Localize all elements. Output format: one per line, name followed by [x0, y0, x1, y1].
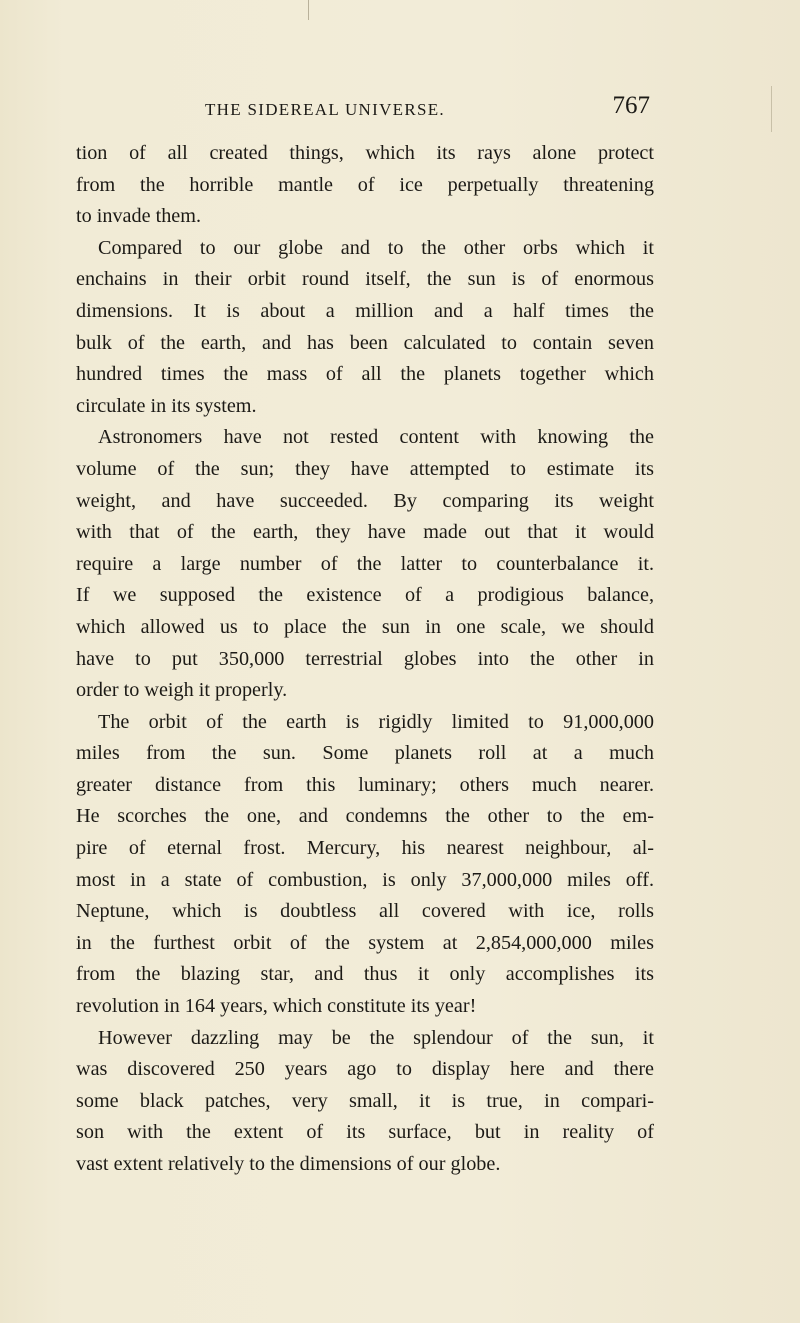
- text-line: revolution in 164 years, which constitute its year!: [76, 995, 477, 1018]
- text-line: with that of the earth, they have made out that it would: [76, 521, 654, 544]
- text-line: Astronomers have not rested content with knowing the: [98, 426, 654, 449]
- text-line: greater distance from this luminary; others much nearer.: [76, 773, 654, 796]
- text-line: most in a state of combustion, is only 37,000,000 miles off.: [76, 868, 654, 891]
- text-line: from the horrible mantle of ice perpetually threatening: [76, 173, 654, 196]
- text-line: some black patches, very small, it is true, in compari-: [76, 1089, 654, 1112]
- text-line: The orbit of the earth is rigidly limited to 91,000,000: [98, 710, 654, 733]
- text-line: Neptune, which is doubtless all covered with ice, rolls: [76, 900, 654, 923]
- text-line: enchains in their orbit round itself, the sun is of enormous: [76, 268, 654, 291]
- text-line: circulate in its system.: [76, 394, 257, 417]
- text-line: Compared to our globe and to the other orbs which it: [98, 236, 654, 259]
- text-line: pire of eternal frost. Mercury, his nearest neighbour, al-: [76, 837, 654, 860]
- text-line: to invade them.: [76, 205, 202, 228]
- text-line: son with the extent of its surface, but in reality of: [76, 1121, 654, 1144]
- text-line: bulk of the earth, and has been calculated to contain seven: [76, 331, 654, 354]
- text-line: have to put 350,000 terrestrial globes into the other in: [76, 647, 654, 670]
- scan-mark: [308, 0, 309, 20]
- text-line: miles from the sun. Some planets roll at a much: [76, 742, 654, 765]
- running-head: THE SIDEREAL UNIVERSE.: [205, 100, 445, 119]
- text-line: volume of the sun; they have attempted to estimate its: [76, 457, 654, 480]
- text-line: If we supposed the existence of a prodigious balance,: [76, 584, 654, 607]
- text-line: require a large number of the latter to counterbalance it.: [76, 552, 654, 575]
- text-line: dimensions. It is about a million and a half times the: [76, 299, 654, 322]
- scan-mark: [771, 86, 772, 132]
- body-text: [76, 138, 654, 1181]
- text-line: in the furthest orbit of the system at 2,854,000,000 miles: [76, 931, 654, 954]
- text-line: vast extent relatively to the dimensions of our globe.: [76, 1153, 501, 1175]
- text-line: from the blazing star, and thus it only accomplishes its: [76, 963, 654, 986]
- text-line: was discovered 250 years ago to display here and there: [76, 1058, 654, 1081]
- text-line: which allowed us to place the sun in one scale, we should: [76, 615, 654, 638]
- text-line: order to weigh it properly.: [76, 679, 288, 702]
- text-line: However dazzling may be the splendour of the sun, it: [98, 1026, 654, 1049]
- page-header: [205, 76, 650, 119]
- text-line: tion of all created things, which its rays alone protect: [76, 142, 654, 164]
- text-line: He scorches the one, and condemns the other to the em-: [76, 805, 654, 828]
- text-line: weight, and have succeeded. By comparing its weight: [76, 489, 654, 512]
- page-number: 767: [612, 92, 650, 119]
- text-line: hundred times the mass of all the planets together which: [76, 363, 654, 386]
